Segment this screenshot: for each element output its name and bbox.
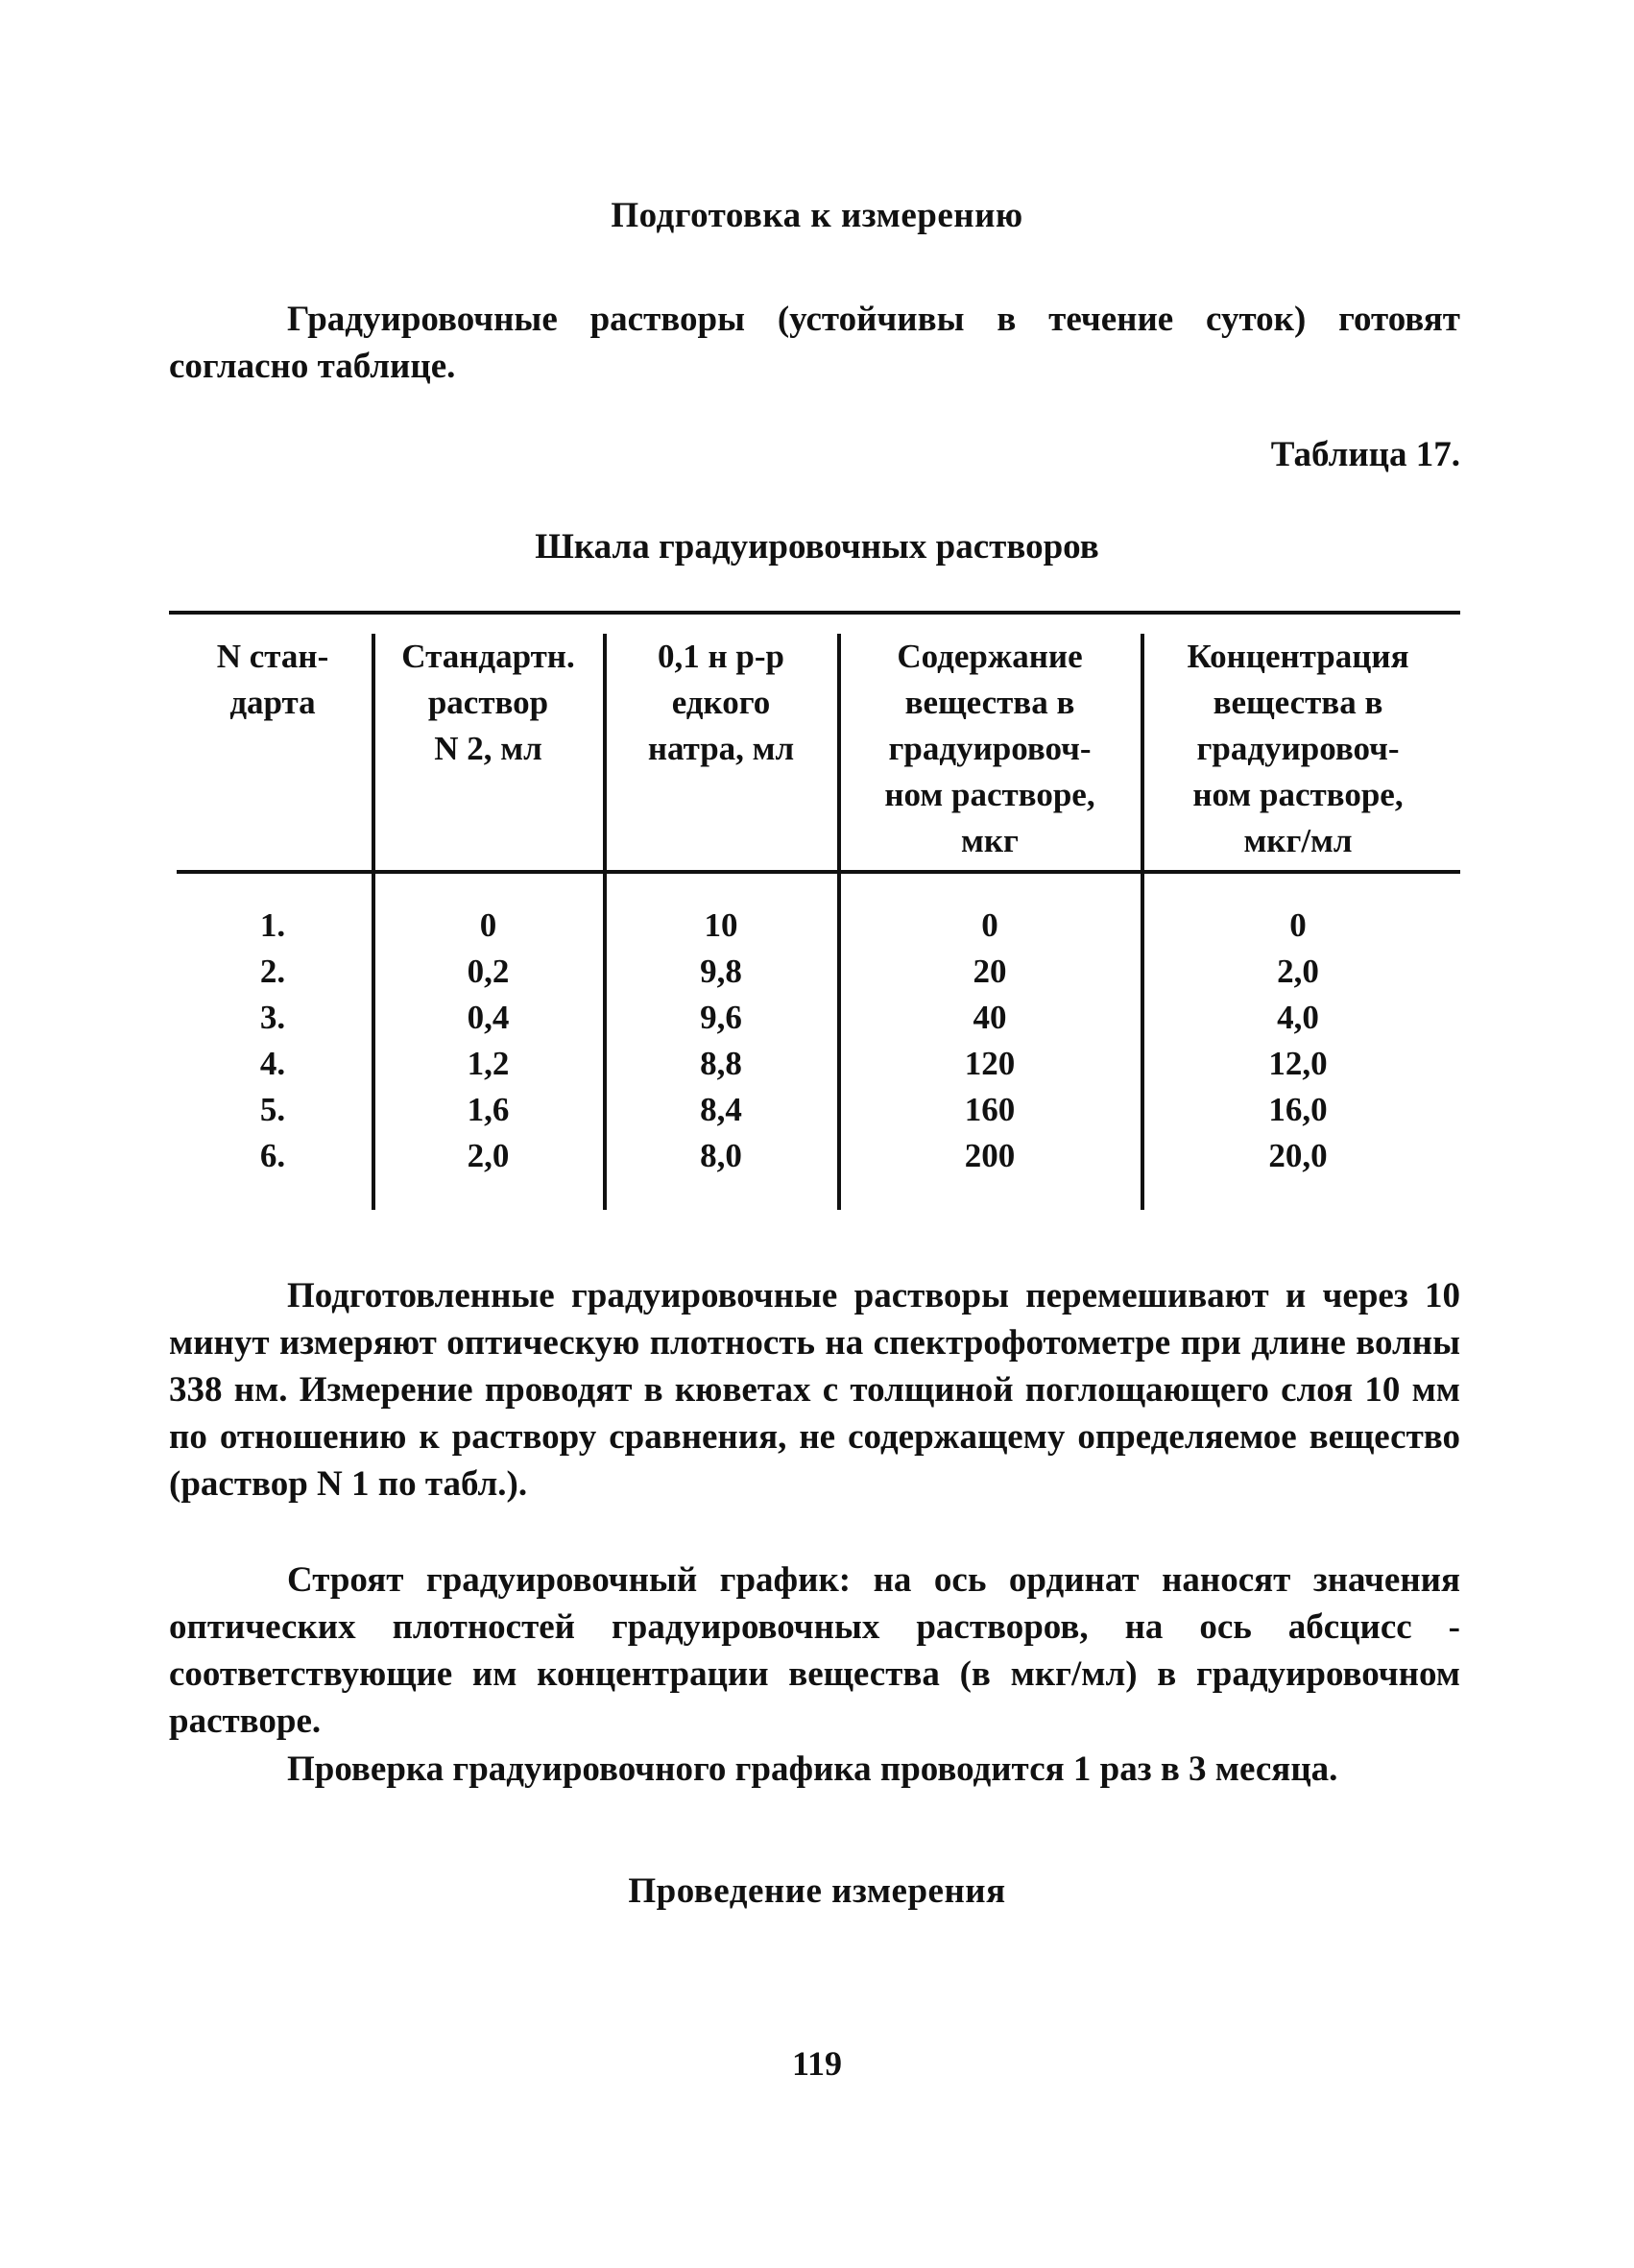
column-standard-solution — [375, 903, 601, 1179]
table-cell: 0 — [1289, 906, 1307, 944]
header-substance-content: Содержание вещества в градуировоч- ном растворе, мкг — [884, 638, 1095, 859]
table-cell: 2,0 — [467, 1137, 510, 1174]
intro-paragraph: Градуировочные растворы (устойчивы в течение суток) готовят согласно таблице. — [169, 300, 1460, 386]
header-standard-number: N стан- дарта — [216, 638, 329, 721]
table-cell: 4,0 — [1277, 999, 1319, 1036]
paragraph-check: Проверка градуировочного графика проводится 1 раз в 3 месяца. — [287, 1749, 1338, 1789]
section-heading-preparation: Подготовка к измерению — [611, 196, 1023, 235]
table-cell: 200 — [964, 1137, 1016, 1174]
header-substance-concentration: Концентрация вещества в градуировоч- ном растворе, мкг/мл — [1187, 638, 1409, 859]
table-cell: 9,8 — [700, 953, 742, 990]
table-cell: 0,4 — [467, 999, 510, 1036]
table-cell: 2. — [259, 953, 286, 990]
table-cell: 8,0 — [700, 1137, 742, 1174]
column-substance-content — [841, 903, 1139, 1179]
column-substance-concentration — [1144, 903, 1452, 1179]
table-header-rule — [177, 870, 1460, 874]
table-cell: 3. — [259, 999, 286, 1036]
table-cell: 20,0 — [1268, 1137, 1328, 1174]
table-cell: 12,0 — [1268, 1045, 1328, 1082]
table-cell: 2,0 — [1277, 953, 1319, 990]
table-cell: 0 — [479, 906, 497, 944]
paragraph-measurement: Подготовленные градуировочные растворы перемешивают и через 10 минут измеряют оптическую плотность на спектрофотометре при длине волны 338 нм. Измерение проводят в кюветах с толщиной поглощающего слоя 10 мм по отношению к раствору сравнения, не содержащему определяемое вещество (раствор N 1 по табл.). — [169, 1276, 1460, 1504]
header-naoh-solution: 0,1 н р-р едкого натра, мл — [647, 638, 795, 767]
column-standard-number — [177, 903, 369, 1179]
table-cell: 160 — [964, 1091, 1016, 1128]
table-cell: 8,4 — [700, 1091, 742, 1128]
table-cell: 4. — [259, 1045, 286, 1082]
table-cell: 40 — [973, 999, 1007, 1036]
paragraph-graph: Строят градуировочный график: на ось ординат наносят значения оптических плотностей градуировочных растворов, на ось абсцисс - соответствующие им концентрации вещества (в мкг/мл) в градуировочном растворе. — [169, 1560, 1460, 1741]
table-cell: 1,6 — [467, 1091, 510, 1128]
table-cell: 8,8 — [700, 1045, 742, 1082]
column-naoh-solution — [607, 903, 835, 1179]
table-cell: 20 — [973, 953, 1007, 990]
section-heading-measurement: Проведение измерения — [628, 1871, 1006, 1911]
table-caption: Шкала градуировочных растворов — [535, 527, 1099, 567]
table-cell: 10 — [704, 906, 738, 944]
table-cell: 9,6 — [700, 999, 742, 1036]
header-standard-solution: Стандартн. раствор N 2, мл — [401, 638, 575, 767]
table-cell: 1. — [259, 906, 286, 944]
table-cell: 6. — [259, 1137, 286, 1174]
table-top-rule — [169, 611, 1460, 615]
table-cell: 120 — [964, 1045, 1016, 1082]
page-number: 119 — [791, 2044, 842, 2083]
table-cell: 16,0 — [1268, 1091, 1328, 1128]
table-cell: 5. — [259, 1091, 286, 1128]
table-cell: 0,2 — [467, 953, 510, 990]
table-cell: 1,2 — [467, 1045, 510, 1082]
table-cell: 0 — [981, 906, 998, 944]
table-label: Таблица 17. — [1270, 435, 1460, 474]
